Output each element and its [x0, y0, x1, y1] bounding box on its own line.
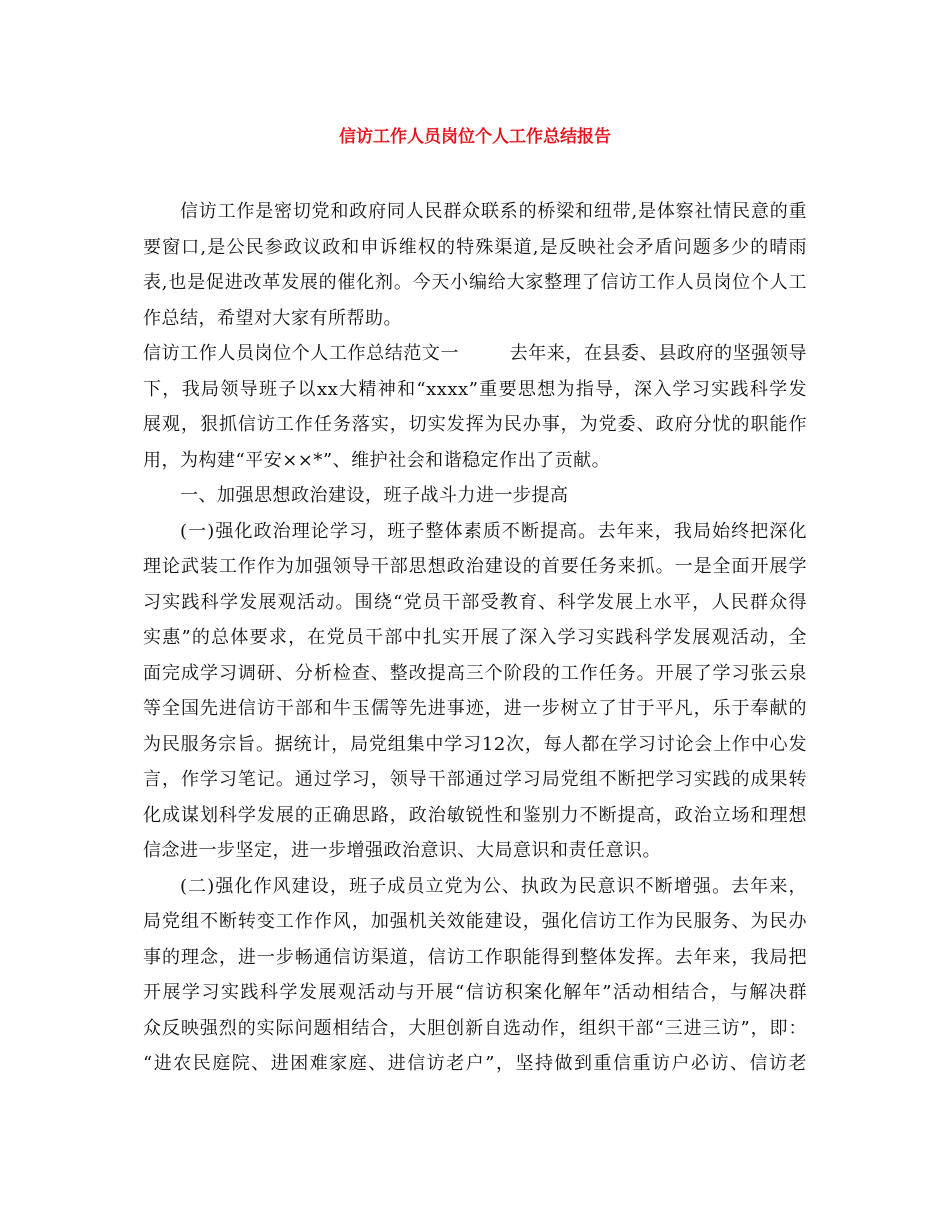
- text-line: 展观，狠抓信访工作任务落实，切实发挥为民办事，为党委、政府分忧的职能作: [143, 414, 807, 435]
- text-line: 事的理念，进一步畅通信访渠道，信访工作职能得到整体发挥。去年来，我局把: [143, 946, 807, 968]
- text-line: (一)强化政治理论学习，班子整体素质不断提高。去年来，我局始终把深化: [180, 520, 807, 542]
- document-title: 信访工作人员岗位个人工作总结报告: [339, 127, 611, 147]
- text-line: 习实践科学发展观活动。围绕“党员干部受教育、科学发展上水平，人民群众得: [143, 591, 807, 613]
- text-line: “进农民庭院、进困难家庭、进信访老户”，坚持做到重信重访户必访、信访老: [143, 1053, 807, 1074]
- text-line: 等全国先进信访干部和牛玉儒等先进事迹，进一步树立了甘于平凡，乐于奉献的: [143, 698, 807, 719]
- text-line: 言，作学习笔记。通过学习，领导干部通过学习局党组不断把学习实践的成果转: [143, 769, 807, 790]
- text-line: 信访工作人员岗位个人工作总结范文一 去年来，在县委、县政府的坚强领导: [143, 343, 807, 364]
- text-line: 要窗口,是公民参政议政和申诉维权的特殊渠道,是反映社会矛盾问题多少的晴雨: [143, 236, 807, 258]
- text-line: 面完成学习调研、分析检查、整改提高三个阶段的工作任务。开展了学习张云泉: [143, 662, 807, 684]
- text-line: 实惠”的总体要求，在党员干部中扎实开展了深入学习实践科学发展观活动，全: [143, 627, 807, 648]
- text-line: 理论武装工作作为加强领导干部思想政治建设的首要任务来抓。一是全面开展学: [143, 556, 807, 577]
- document-body: [143, 194, 807, 1082]
- text-line: 表,也是促进改革发展的催化剂。今天小编给大家整理了信访工作人员岗位个人工: [143, 272, 807, 293]
- text-line: 用，为构建“平安××*”、维护社会和谐稳定作出了贡献。: [143, 449, 611, 471]
- text-line: 为民服务宗旨。据统计，局党组集中学习12次，每人都在学习讨论会上作中心发: [143, 733, 807, 755]
- text-line: 作总结，希望对大家有所帮助。: [143, 307, 402, 329]
- text-line: 下，我局领导班子以xx大精神和“xxxx”重要思想为指导，深入学习实践科学发: [143, 378, 807, 400]
- text-line: 局党组不断转变工作作风，加强机关效能建设，强化信访工作为民服务、为民办: [143, 911, 807, 932]
- text-line: 众反映强烈的实际问题相结合，大胆创新自选动作，组织干部“三进三访”，即：: [143, 1017, 807, 1039]
- text-line: 开展学习实践科学发展观活动与开展“信访积案化解年”活动相结合，与解决群: [143, 982, 807, 1003]
- text-line: (二)强化作风建设，班子成员立党为公、执政为民意识不断增强。去年来，: [180, 875, 807, 897]
- text-line: 信念进一步坚定，进一步增强政治意识、大局意识和责任意识。: [143, 840, 661, 861]
- text-line: 信访工作是密切党和政府同人民群众联系的桥梁和纽带,是体察社情民意的重: [180, 201, 807, 222]
- text-line: 一、加强思想政治建设，班子战斗力进一步提高: [180, 485, 569, 506]
- text-line: 化成谋划科学发展的正确思路，政治敏锐性和鉴别力不断提高，政治立场和理想: [143, 804, 807, 826]
